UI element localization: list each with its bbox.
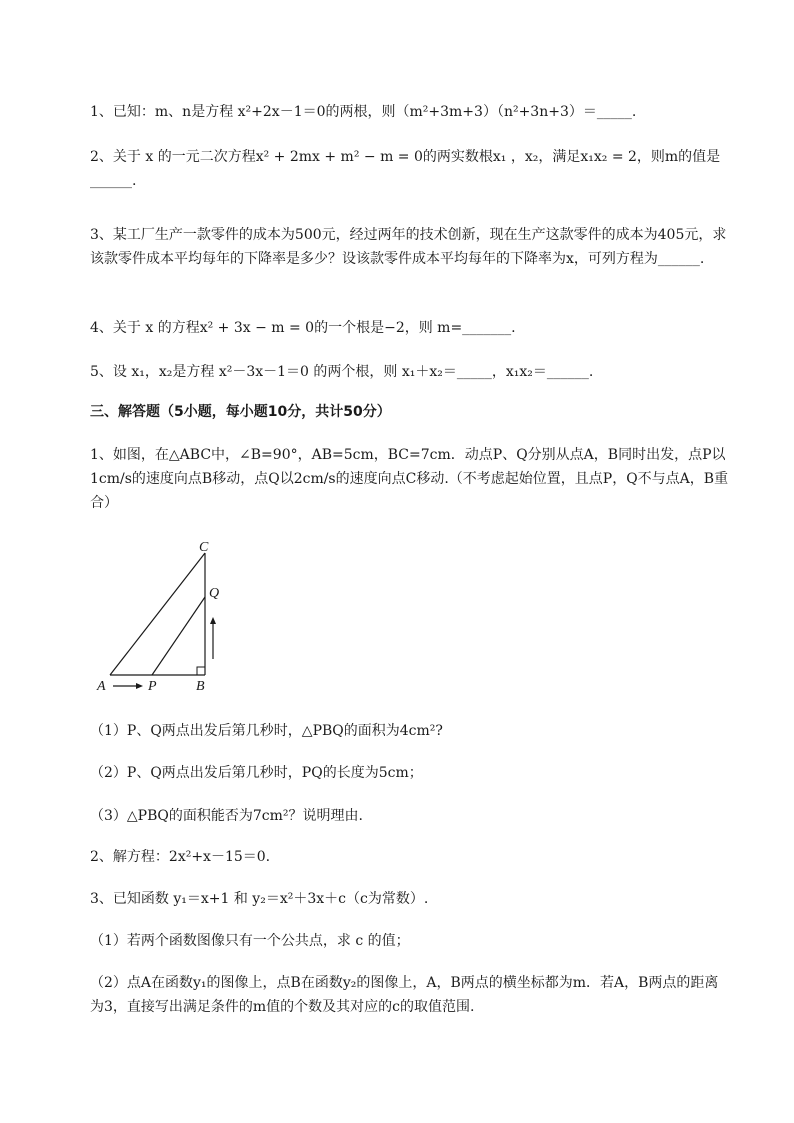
solve-q1-sub1: （1）P、Q两点出发后第几秒时，△PBQ的面积为4cm²? [90, 723, 443, 739]
solve-q2: 2、解方程：2x²+x－15＝0. [90, 849, 271, 865]
fill-in-blank-q5: 5、设 x₁，x₂是方程 x²－3x－1＝0 的两个根，则 x₁＋x₂＝_____，x₁x₂＝______. [90, 364, 594, 380]
triangle-figure [95, 535, 245, 695]
fill-in-blank-q2: 2、关于 x 的一元二次方程x² + 2mx + m² − m = 0的两实数根x₁ ，x₂，满足x₁x₂ = 2，则m的值是______. [90, 149, 721, 189]
solve-q1-sub3: （3）△PBQ的面积能否为7cm²？说明理由. [90, 808, 363, 824]
solve-q3-stem: 3、已知函数 y₁＝x+1 和 y₂＝x²＋3x＋c（c为常数）. [90, 891, 429, 907]
label-p: P [148, 679, 157, 694]
label-a: A [97, 679, 106, 694]
arrow-p-head [136, 683, 143, 689]
solve-q1-stem: 1、如图，在△ABC中，∠B=90°，AB=5cm，BC=7cm．动点P、Q分别从点A，B同时出发，点P以1cm/s的速度向点B移动，点Q以2cm/s的速度向点C移动.（不考虑起始位置，且点P，Q不与点A，B重合） [90, 447, 729, 511]
label-b: B [196, 679, 205, 694]
side-ac [110, 553, 205, 675]
right-angle-mark [197, 667, 205, 675]
solve-q3-sub1: （1）若两个函数图像只有一个公共点，求 c 的值； [90, 933, 410, 949]
solve-q3-sub2: （2）点A在函数y₁的图像上，点B在函数y₂的图像上，A，B两点的横坐标都为m．若A，B两点的距离为3，直接写出满足条件的m值的个数及其对应的c的取值范围. [90, 975, 719, 1015]
fill-in-blank-q1: 1、已知：m、n是方程 x²+2x－1＝0的两根，则（m²+3m+3）（n²+3n+3）＝_____. [90, 104, 637, 120]
fill-in-blank-q4: 4、关于 x 的方程x² + 3x − m = 0的一个根是−2，则 m=_______. [90, 320, 516, 336]
segment-pq [152, 597, 205, 675]
fill-in-blank-q3: 3、某工厂生产一款零件的成本为500元，经过两年的技术创新，现在生产这款零件的成本为405元，求该款零件成本平均每年的下降率是多少？设该款零件成本平均每年的下降率为x，可列方程为______. [90, 227, 727, 267]
solve-q1-sub2: （2）P、Q两点出发后第几秒时，PQ的长度为5cm； [90, 765, 423, 781]
label-q: Q [209, 586, 220, 601]
section-heading: 三、解答题（5小题，每小题10分，共计50分） [90, 404, 391, 420]
arrow-q-head [210, 617, 216, 624]
label-c: C [199, 540, 209, 555]
